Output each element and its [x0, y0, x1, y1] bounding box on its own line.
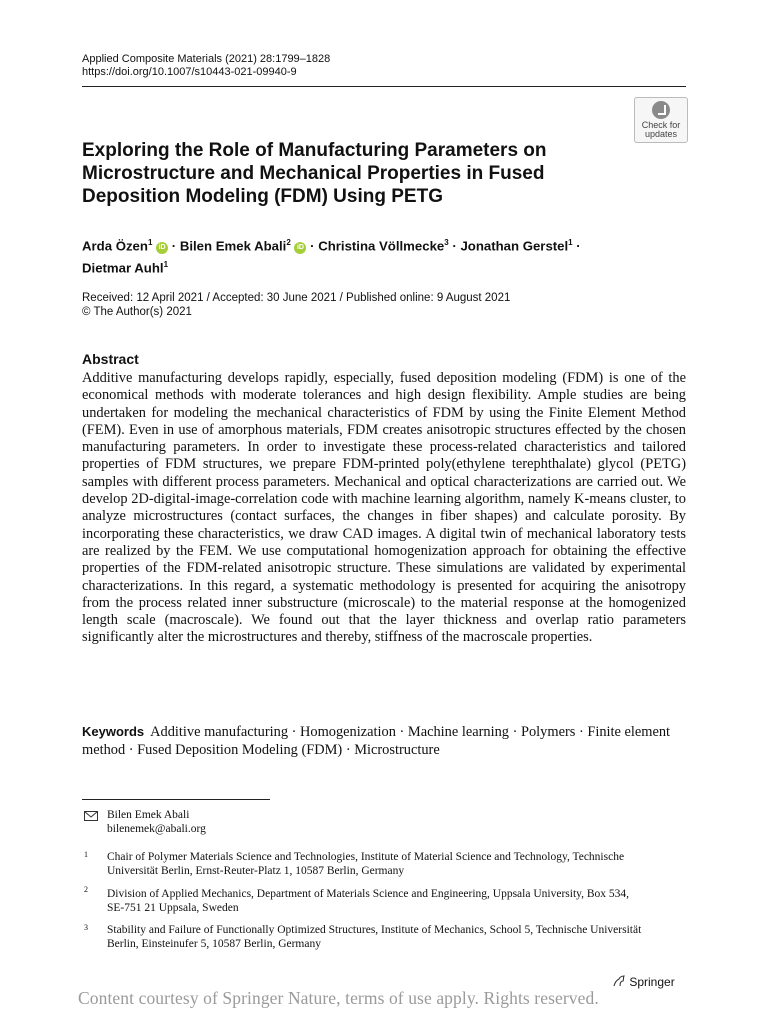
springer-logo — [612, 975, 675, 989]
author-name: Dietmar Auhl — [82, 260, 164, 276]
author-name: Jonathan Gerstel — [460, 238, 569, 254]
affiliation-number: 2 — [84, 885, 88, 894]
orcid-icon[interactable]: iD — [156, 242, 168, 254]
author-affiliation-mark: 1 — [568, 238, 573, 247]
author-list: Arda Özen$^1$ iD · Bilen Emek Abali$^2$ iD · Christina Völlmecke$^3$ · Jonathan Gerstel$^1$ · Dietmar Auhl$^1$ — [82, 238, 581, 276]
author-affiliation-mark: 2 — [286, 238, 291, 247]
affiliation-number: 1 — [84, 850, 88, 859]
publisher-name: Springer — [629, 975, 675, 989]
affiliation-text: Chair of Polymer Materials Science and Technologies, Institute of Material Science and Technology, Technische Universität Berlin, Ernst-Reuter-Platz 1, 10587 Berlin, Germany — [107, 851, 625, 877]
check-icon — [652, 101, 670, 119]
author-affiliation-mark: 1 — [163, 260, 169, 270]
keywords-list: Additive manufacturing · Homogenization · Machine learning · Polymers · Finite element method · Fused Deposition Modeling (FDM) · Microstructure — [82, 724, 671, 758]
publication-dates: Received: 12 April 2021 / Accepted: 30 June 2021 / Published online: 9 August 2021 — [82, 292, 511, 304]
footnote-rule — [82, 799, 270, 800]
orcid-icon[interactable]: iD — [294, 242, 306, 254]
corresponding-author-name: Bilen Emek Abali — [107, 809, 190, 821]
author-name: Arda Özen — [82, 238, 148, 254]
header-rule — [82, 86, 686, 87]
journal-citation: Applied Composite Materials (2021) 28:1799–1828 — [82, 53, 331, 65]
author-name: Christina Völlmecke — [318, 238, 445, 254]
affiliation-text: Division of Applied Mechanics, Department of Materials Science and Engineering, Uppsala University, Box 534, SE-751 21 Uppsala, Sweden — [107, 888, 630, 914]
check-updates-line1: Check for — [641, 120, 681, 130]
doi-link[interactable]: https://doi.org/10.1007/s10443-021-09940-9 — [82, 66, 297, 78]
check-for-updates-badge[interactable] — [634, 97, 688, 143]
author-affiliation-mark: 3 — [444, 238, 449, 247]
author-affiliation-mark: 1 — [147, 238, 153, 247]
author-name: Bilen Emek Abali — [179, 238, 287, 254]
abstract-heading: Abstract — [82, 351, 139, 367]
keywords-label: Keywords — [82, 724, 145, 739]
affiliation-text: Stability and Failure of Functionally Optimized Structures, Institute of Mechanics, School 5, Technische Universität Berlin, Einsteinufer 5, 10587 Berlin, Germany — [107, 924, 642, 950]
courtesy-watermark: Content courtesy of Springer Nature, terms of use apply. Rights reserved. — [78, 988, 599, 1008]
paper-title: Exploring the Role of Manufacturing Parameters on Microstructure and Mechanical Properties in Fused Deposition Modeling (FDM) Using PETG — [82, 140, 547, 207]
springer-horse-icon — [612, 975, 626, 987]
abstract-text: Additive manufacturing develops rapidly, especially, fused deposition modeling (FDM) is one of the economical methods with moderate tolerances and high design flexibility. Ample studies are being undertaken for modeling the mechanical characteristics of FDM by using the Finite Element Method (FEM). Even in use of amorphous materials, FDM creates anisotropic structures effected by the chosen manufacturing parameters. In order to investigate these process-related characteristics and tailored properties of FDM structures, we prepare FDM-printed poly(ethylene terephthalate) glycol (PETG) samples with different process parameters. Mechanical and optical characterizations are carried out. We develop 2D-digital-image-correlation code with machine learning algorithm, namely K-means cluster, to analyze microstructures (contact surfaces, the changes in fiber shapes) and calculate porosity. By incorporating these characteristics, we draw CAD images. A digital twin of mechanical laboratory tests are realized by the FEM. We use computational homogenization approach for obtaining the effective properties of the FDM-related anisotropic structure. These simulations are validated by experimental characterizations. In this regard, a systematic methodology is presented for acquiring the anisotropy from the process related inner substructure (microscale) to the material response at the homogenized length scale (macroscale). We found out that the layer thickness and overlap ratio parameters significantly alter the microstructures and thereby, stiffness of the macroscale properties. — [82, 370, 686, 646]
check-updates-line2: updates — [644, 129, 678, 139]
keywords-section — [82, 723, 686, 759]
copyright-line: © The Author(s) 2021 — [82, 306, 192, 318]
corresponding-author-email[interactable]: bilenemek@abali.org — [107, 823, 206, 835]
affiliation-number: 3 — [84, 923, 88, 932]
envelope-icon — [84, 811, 98, 821]
